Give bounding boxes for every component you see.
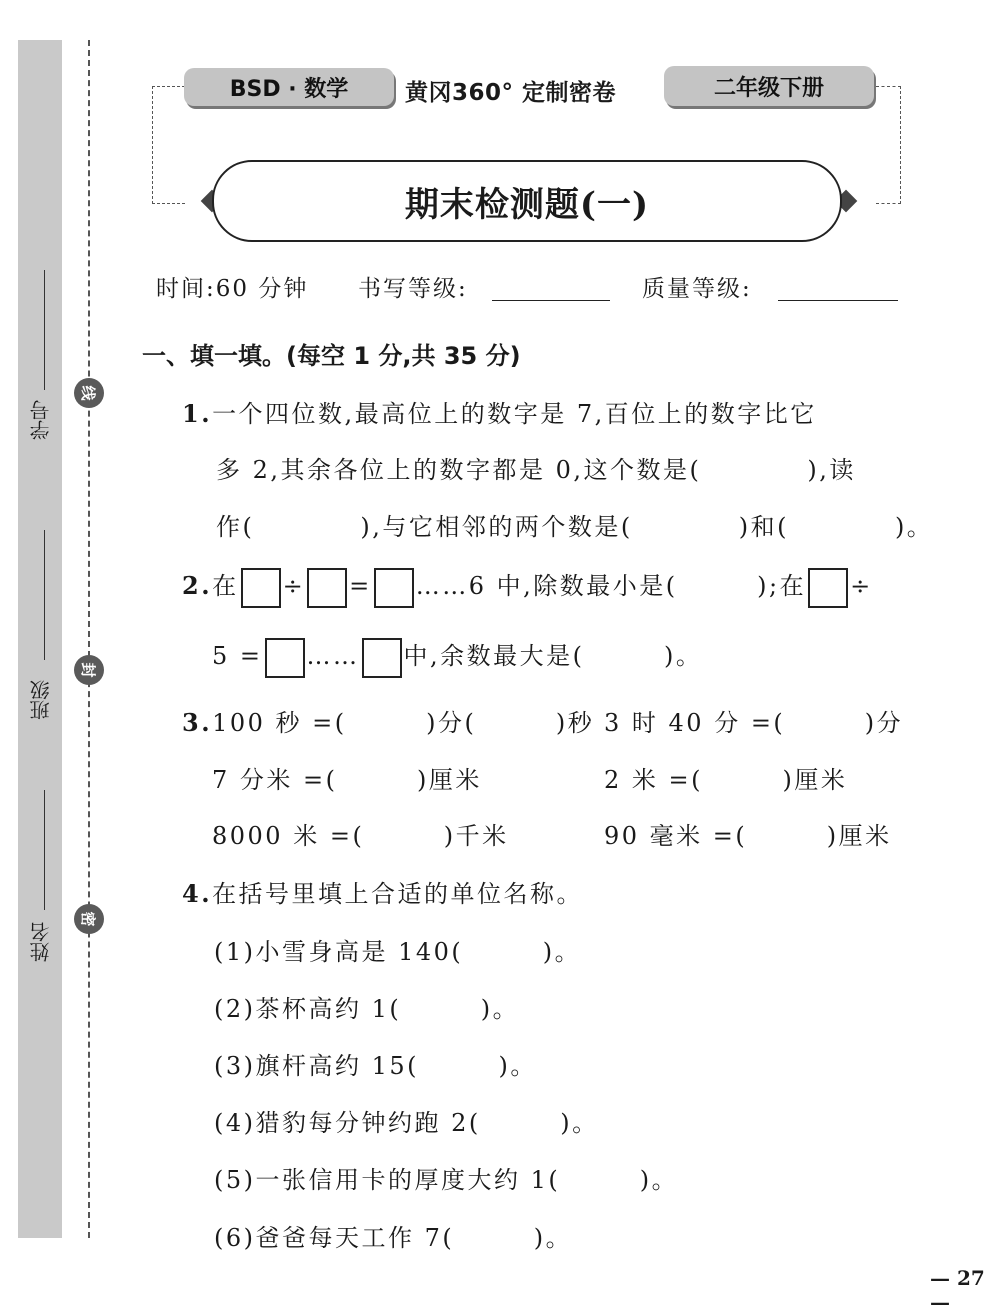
student-id-underline[interactable] bbox=[44, 270, 45, 390]
binding-strip bbox=[18, 40, 62, 1238]
q2-number: 2. bbox=[182, 571, 213, 600]
header-bracket-left bbox=[152, 86, 185, 204]
q2-line-2 bbox=[212, 636, 702, 678]
answer-box-dividend[interactable] bbox=[241, 568, 281, 608]
answer-box-quotient[interactable] bbox=[374, 568, 414, 608]
time-limit: 时间:60 分钟 bbox=[156, 276, 309, 302]
q4-item-4[interactable]: (4)猎豹每分钟约跑 2( )。 bbox=[214, 1109, 599, 1137]
writing-grade-label: 书写等级: bbox=[358, 276, 468, 302]
q1-line-1 bbox=[182, 394, 817, 429]
q1-text-1: 一个四位数,最高位上的数字是 7,百位上的数字比它 bbox=[212, 400, 817, 428]
q4-stem-line bbox=[182, 874, 583, 909]
name-label: 姓名 bbox=[29, 922, 53, 962]
answer-box-remainder[interactable] bbox=[362, 638, 402, 678]
seal-circle-secret: 密 bbox=[74, 904, 104, 934]
q1-line-2[interactable]: 多 2,其余各位上的数字都是 0,这个数是( ),读 bbox=[216, 456, 856, 484]
q4-item-2[interactable]: (2)茶杯高约 1( )。 bbox=[214, 995, 520, 1023]
student-id-field bbox=[26, 400, 54, 440]
page-number: — 27 — bbox=[930, 1266, 985, 1314]
subject-pill: BSD · 数学 bbox=[184, 68, 394, 106]
q2-text-g: …… bbox=[306, 642, 360, 670]
title-banner bbox=[212, 160, 842, 242]
grade-pill: 二年级下册 bbox=[664, 66, 874, 106]
q2-line-1 bbox=[182, 566, 873, 608]
answer-box-divisor[interactable] bbox=[307, 568, 347, 608]
class-field bbox=[26, 680, 54, 720]
q4-item-6[interactable]: (6)爸爸每天工作 7( )。 bbox=[214, 1224, 573, 1252]
q3-row-1-left[interactable] bbox=[182, 703, 594, 738]
name-field bbox=[26, 922, 54, 962]
q3-row-3-left[interactable]: 8000 米 =( )千米 bbox=[212, 822, 509, 850]
q1-line-3[interactable]: 作( ),与它相邻的两个数是( )和( )。 bbox=[216, 513, 934, 541]
seal-circle-seal: 封 bbox=[74, 655, 104, 685]
q2-text-h[interactable]: 中,余数最大是( )。 bbox=[403, 642, 703, 670]
q2-text-d[interactable]: ……6 中,除数最小是( );在 bbox=[415, 572, 807, 600]
q4-number: 4. bbox=[182, 879, 213, 908]
q3-text-1[interactable]: 100 秒 =( )分( )秒 bbox=[212, 709, 595, 737]
header-bracket-right bbox=[876, 86, 901, 204]
q4-item-3[interactable]: (3)旗杆高约 15( )。 bbox=[214, 1052, 537, 1080]
q3-row-1-right[interactable]: 3 时 40 分 =( )分 bbox=[604, 709, 904, 737]
q2-divide-sign: ÷ bbox=[282, 572, 306, 600]
q2-text-f: 5 = bbox=[212, 642, 263, 670]
writing-grade-blank[interactable] bbox=[492, 300, 610, 301]
q2-text-a: 在 bbox=[212, 572, 239, 600]
class-underline[interactable] bbox=[44, 530, 45, 660]
quality-grade-blank[interactable] bbox=[778, 300, 898, 301]
cut-line bbox=[88, 40, 90, 1238]
q3-number: 3. bbox=[182, 708, 213, 737]
q3-row-3-right[interactable]: 90 毫米 =( )厘米 bbox=[604, 822, 892, 850]
q3-row-2-left[interactable]: 7 分米 =( )厘米 bbox=[212, 766, 482, 794]
quality-grade-label: 质量等级: bbox=[642, 276, 752, 302]
q2-equal-sign: = bbox=[349, 572, 372, 600]
q4-item-1[interactable]: (1)小雪身高是 140( )。 bbox=[214, 938, 582, 966]
seal-circle-line: 线 bbox=[74, 378, 104, 408]
section-heading: 一、填一填。(每空 1 分,共 35 分) bbox=[142, 342, 521, 370]
q2-divide-sign-2: ÷ bbox=[850, 572, 873, 600]
q1-number: 1. bbox=[182, 399, 213, 428]
q4-stem: 在括号里填上合适的单位名称。 bbox=[212, 880, 584, 908]
q3-row-2-right[interactable]: 2 米 =( )厘米 bbox=[604, 766, 848, 794]
q4-item-5[interactable]: (5)一张信用卡的厚度大约 1( )。 bbox=[214, 1166, 679, 1194]
answer-box-quotient-2[interactable] bbox=[265, 638, 305, 678]
series-title: 黄冈360° 定制密卷 bbox=[405, 79, 617, 106]
name-underline[interactable] bbox=[44, 790, 45, 910]
class-label: 班级 bbox=[29, 680, 53, 720]
answer-box-dividend-2[interactable] bbox=[808, 568, 848, 608]
page-title: 期末检测题(一) bbox=[404, 184, 650, 225]
student-id-label: 学号 bbox=[29, 400, 53, 440]
